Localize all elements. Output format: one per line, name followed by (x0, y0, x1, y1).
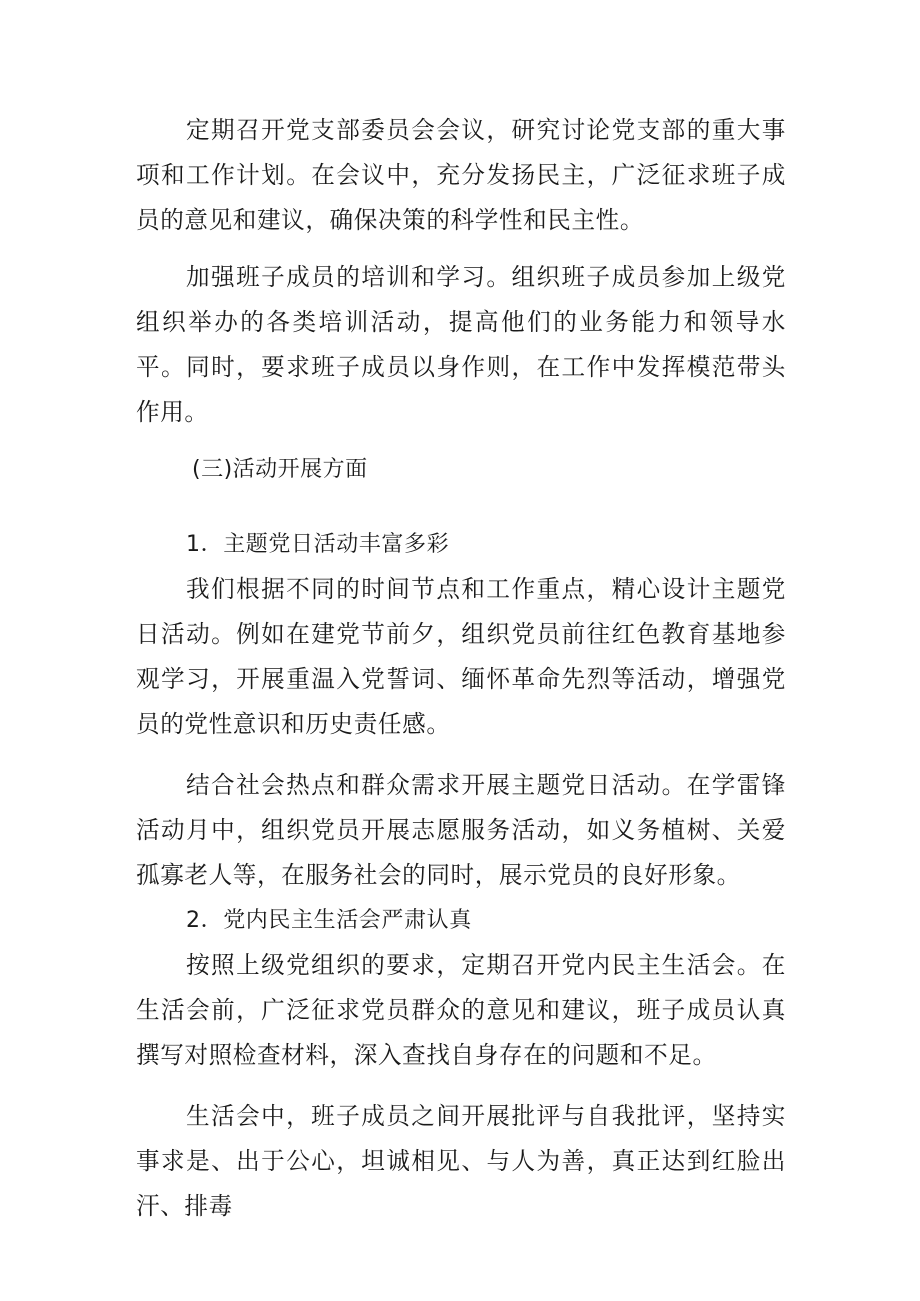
section-heading-activities: (三)活动开展方面 (192, 457, 368, 482)
paragraph-democratic-life-criticism: 生活会中，班子成员之间开展批评与自我批评，坚持实事求是、出于公心，坦诚相见、与人为善，真正达到红脸出汗、排毒 (136, 1102, 786, 1220)
item-heading-theme-day: 1．主题党日活动丰富多彩 (186, 532, 450, 557)
document-body (136, 108, 786, 1229)
paragraph-theme-day-social: 结合社会热点和群众需求开展主题党日活动。在学雷锋活动月中，组织党员开展志愿服务活动，如义务植树、关爱孤寡老人等，在服务社会的同时，展示党员的良好形象。 (136, 771, 786, 889)
paragraph-training: 加强班子成员的培训和学习。组织班子成员参加上级党组织举办的各类培训活动，提高他们的业务能力和领导水平。同时，要求班子成员以身作则，在工作中发挥模范带头作用。 (136, 263, 786, 426)
paragraph-theme-day-design: 我们根据不同的时间节点和工作重点，精心设计主题党日活动。例如在建党节前夕，组织党员前往红色教育基地参观学习，开展重温入党誓词、缅怀革命先烈等活动，增强党员的党性意识和历史责任感。 (136, 575, 786, 738)
paragraph-meeting: 定期召开党支部委员会会议，研究讨论党支部的重大事项和工作计划。在会议中，充分发扬民主，广泛征求班子成员的意见和建议，确保决策的科学性和民主性。 (136, 116, 786, 234)
paragraph-democratic-life-prep: 按照上级党组织的要求，定期召开党内民主生活会。在生活会前，广泛征求党员群众的意见和建议，班子成员认真撰写对照检查材料，深入查找自身存在的问题和不足。 (136, 951, 786, 1069)
item-heading-democratic-life: 2．党内民主生活会严肃认真 (186, 908, 472, 933)
